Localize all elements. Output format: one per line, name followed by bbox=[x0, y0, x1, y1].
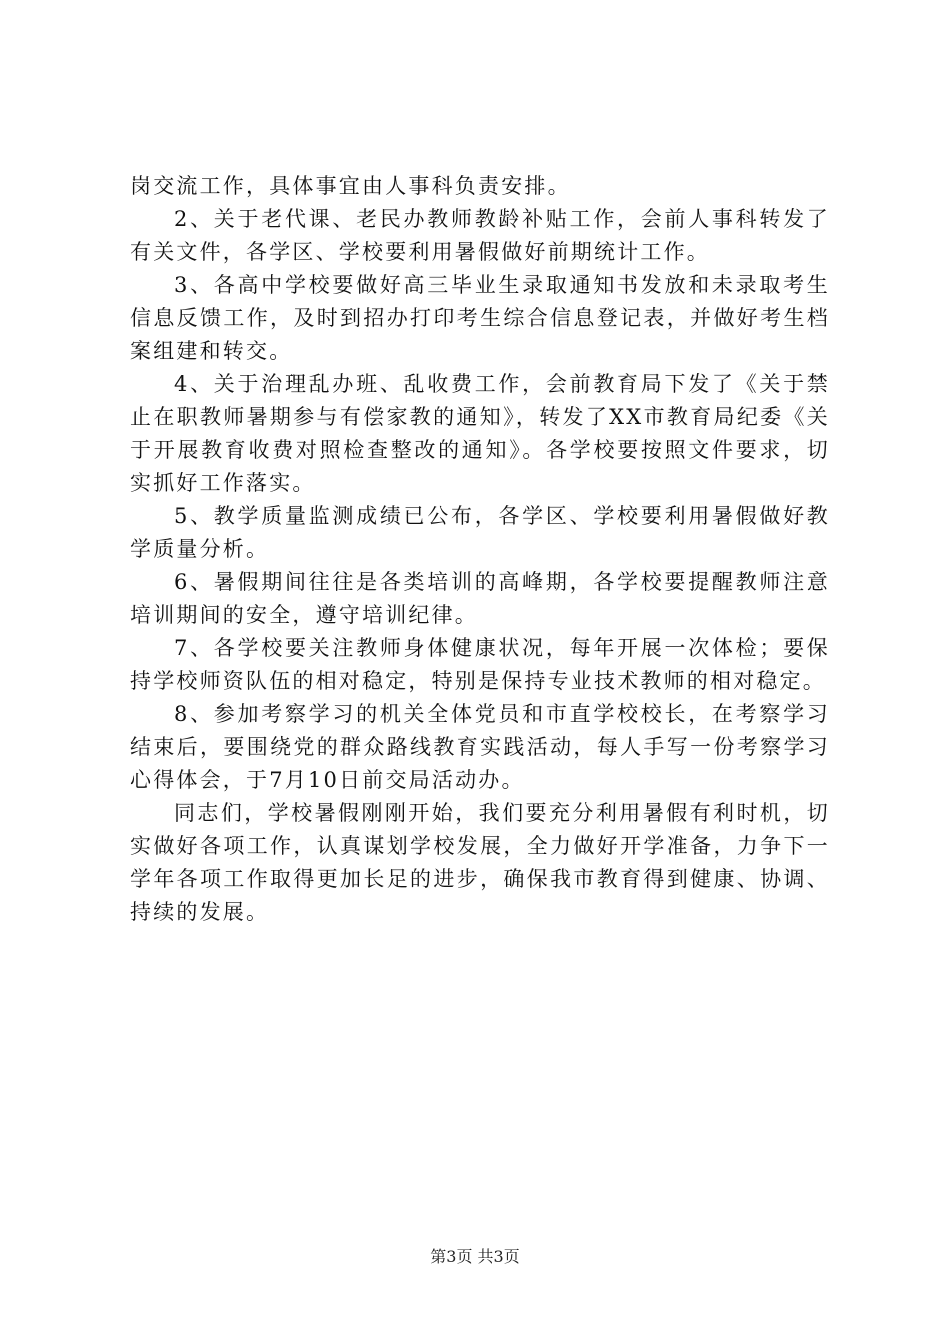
paragraph-closing: 同志们，学校暑假刚刚开始，我们要充分利用暑假有利时机，切实做好各项工作，认真谋划学校发展，全力做好开学准备，力争下一学年各项工作取得更加长足的进步，确保我市教育得到健康、协调、持续的发展。 bbox=[130, 801, 830, 924]
page-footer bbox=[0, 1246, 950, 1268]
page-number-label: 第3页 共3页 bbox=[430, 1247, 520, 1266]
paragraph-item-4: 4、关于治理乱办班、乱收费工作，会前教育局下发了《关于禁止在职教师暑期参与有偿家教的通知》，转发了XX市教育局纪委《关于开展教育收费对照检查整改的通知》。各学校要按照文件要求，切实抓好工作落实。 bbox=[130, 372, 830, 495]
paragraph-item-6: 6、暑假期间往往是各类培训的高峰期，各学校要提醒教师注意培训期间的安全，遵守培训纪律。 bbox=[130, 570, 830, 627]
paragraph-item-2: 2、关于老代课、老民办教师教龄补贴工作，会前人事科转发了有关文件，各学区、学校要利用暑假做好前期统计工作。 bbox=[130, 207, 830, 264]
paragraph-item-5: 5、教学质量监测成绩已公布，各学区、学校要利用暑假做好教学质量分析。 bbox=[130, 504, 830, 561]
paragraph-continuation: 岗交流工作，具体事宜由人事科负责安排。 bbox=[130, 174, 571, 198]
document-body bbox=[130, 170, 830, 929]
paragraph-item-7: 7、各学校要关注教师身体健康状况，每年开展一次体检；要保持学校师资队伍的相对稳定，特别是保持专业技术教师的相对稳定。 bbox=[130, 636, 830, 693]
paragraph-item-3: 3、各高中学校要做好高三毕业生录取通知书发放和未录取考生信息反馈工作，及时到招办打印考生综合信息登记表，并做好考生档案组建和转交。 bbox=[130, 273, 830, 363]
paragraph-item-8: 8、参加考察学习的机关全体党员和市直学校校长，在考察学习结束后，要围绕党的群众路线教育实践活动，每人手写一份考察学习心得体会，于7月10日前交局活动办。 bbox=[130, 702, 830, 792]
